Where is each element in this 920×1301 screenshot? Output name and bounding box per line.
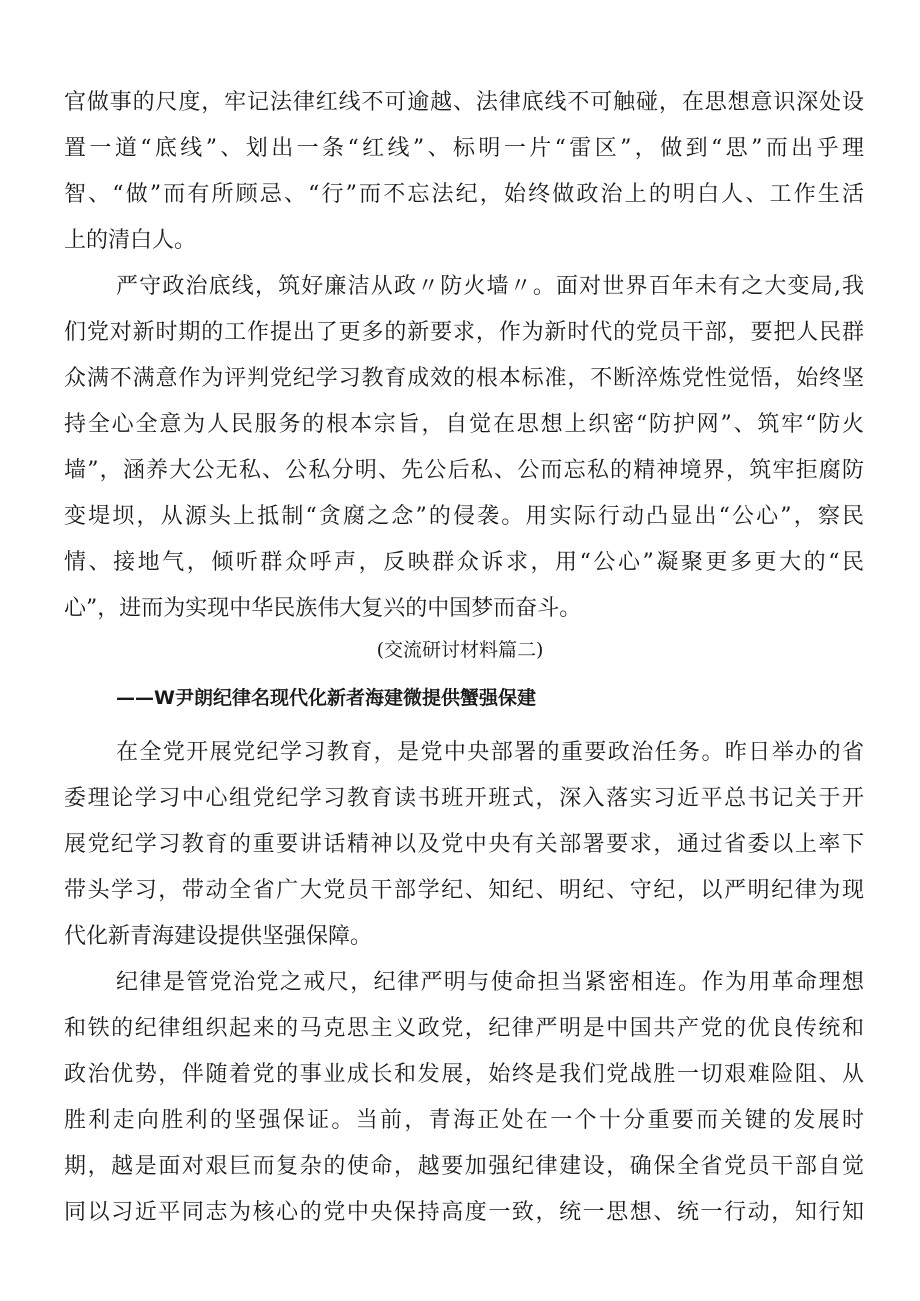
text-line: 胜利走向胜利的坚强保证。当前，青海正处在一个十分重要而关键的发展时 <box>64 1108 864 1133</box>
text-line: 众满不满意作为评判党纪学习教育成效的根本标准，不断淬炼党性觉悟，始终坚 <box>64 366 864 391</box>
text-line: 纪律是管党治党之戒尺，纪律严明与使命担当紧密相连。作为用革命理想 <box>116 970 864 995</box>
text-line: 变堤坝，从源头上抵制“贪腐之念”的侵袭。用实际行动凸显出“公心”，察民 <box>64 504 864 529</box>
text-line: 在全党开展党纪学习教育，是党中央部署的重要政治任务。昨日举办的省 <box>116 740 864 765</box>
text-line: 政治优势，伴随着党的事业成长和发展，始终是我们党战胜一切艰难险阻、从 <box>64 1062 864 1087</box>
text-line: 严守政治底线，筑好廉洁从政〃防火墙〃。面对世界百年未有之大变局,我 <box>116 274 864 299</box>
text-line: 代化新青海建设提供坚强保障。 <box>64 924 373 949</box>
text-line: 同以习近平同志为核心的党中央保持高度一致，统一思想、统一行动，知行知 <box>64 1200 864 1225</box>
text-line: 心”，进而为实现中华民族伟大复兴的中国梦而奋斗。 <box>64 596 582 621</box>
text-line: 持全心全意为人民服务的根本宗旨，自觉在思想上织密“防护网”、筑牢“防火 <box>64 412 864 437</box>
text-line: 展党纪学习教育的重要讲话精神以及党中央有关部署要求，通过省委以上率下 <box>64 832 864 857</box>
text-line: 和铁的纪律组织起来的马克思主义政党，纪律严明是中国共产党的优良传统和 <box>64 1016 864 1041</box>
text-line: 情、接地气，倾听群众呼声，反映群众诉求，用“公心”凝聚更多更大的“民 <box>64 550 864 575</box>
text-line: 智、“做”而有所顾忌、“行”而不忘法纪，始终做政治上的明白人、工作生活 <box>64 182 864 207</box>
text-line: 官做事的尺度，牢记法律红线不可逾越、法律底线不可触碰，在思想意识深处设 <box>64 90 864 115</box>
section-subtitle: (交流研讨材料篇二) <box>376 639 544 661</box>
article-title: ——W尹朗纪律名现代化新者海建微提供蟹强保建 <box>116 687 536 709</box>
text-line: 期，越是面对艰巨而复杂的使命，越要加强纪律建设，确保全省党员干部自觉 <box>64 1154 864 1179</box>
text-line: 委理论学习中心组党纪学习教育读书班开班式，深入落实习近平总书记关于开 <box>64 786 864 811</box>
text-line: 上的清白人。 <box>64 228 197 253</box>
text-line: 置一道“底线”、划出一条“红线”、标明一片“雷区”，做到“思”而出乎理 <box>64 136 864 161</box>
text-line: 们党对新时期的工作提出了更多的新要求，作为新时代的党员干部，要把人民群 <box>64 320 864 345</box>
text-line: 带头学习，带动全省广大党员干部学纪、知纪、明纪、守纪，以严明纪律为现 <box>64 878 864 903</box>
text-line: 墙”，涵养大公无私、公私分明、先公后私、公而忘私的精神境界，筑牢拒腐防 <box>64 458 864 483</box>
